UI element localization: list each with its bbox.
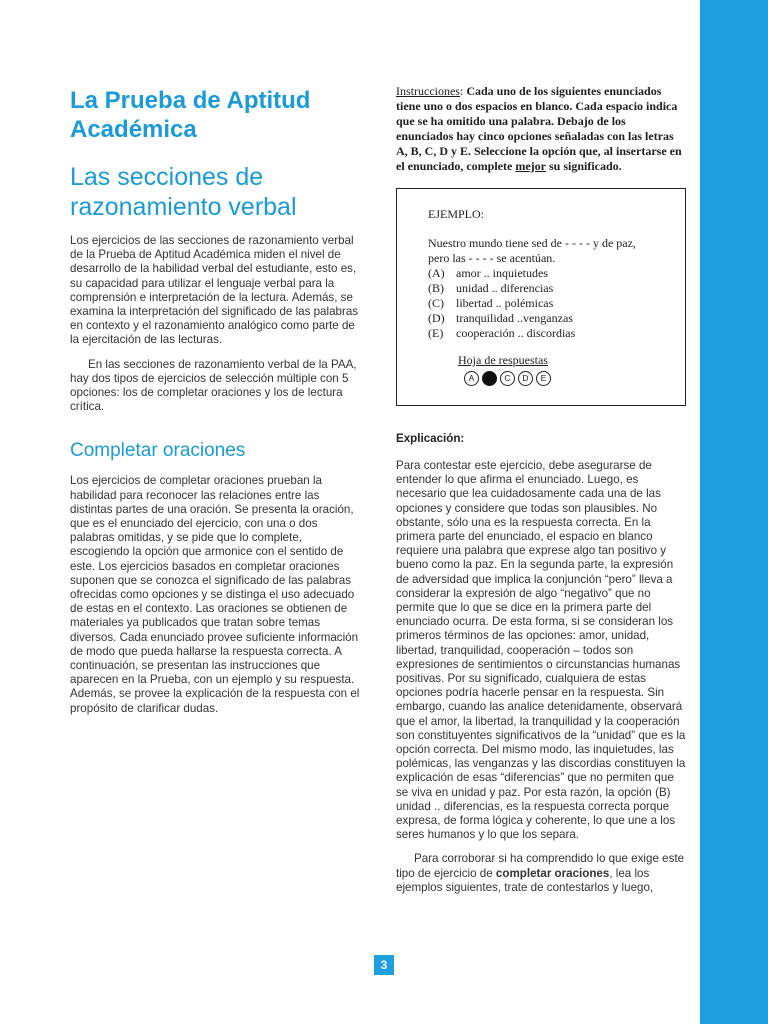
completar-heading: Completar oraciones — [70, 440, 246, 462]
answer-bubble-e: E — [536, 371, 551, 386]
option-text: amor .. inquietudes — [456, 266, 548, 280]
option-letter: (E) — [428, 326, 444, 340]
instructions-lead: Instrucciones — [396, 84, 460, 98]
instructions: Instrucciones: Cada uno de los siguientes enunciados tiene uno o dos espacios en blanco. Cada espacio indica que se ha omitido una palabra. Debajo de los enunciados hay cinco opciones señaladas con las letras A, B, C, D y E. Seleccione la opción que, al insertarse en el enunciado, complete mejor su significado. — [396, 84, 682, 173]
answer-bubble-c: C — [500, 371, 515, 386]
option-text: cooperación .. discordias — [456, 326, 576, 340]
example-option-d — [428, 311, 671, 326]
answer-bubble-b-filled: B — [482, 371, 497, 386]
page-title: La Prueba de Aptitud Académica — [70, 87, 311, 143]
example-option-b — [428, 281, 671, 296]
answer-bubbles — [464, 371, 671, 386]
explanation-title: Explicación: — [396, 432, 465, 445]
right-column — [396, 84, 686, 895]
option-letter: (D) — [428, 311, 445, 325]
example-label: EJEMPLO: — [428, 207, 485, 221]
closing-paragraph — [396, 852, 686, 895]
instructions-bold-1: Cada uno de los siguientes enunciados tiene uno o dos espacios en blanco. Cada espacio indica que se ha omitido una palabra. Debajo de los enunciados hay cinco opciones señaladas con las letras A, B, C, D y E. Seleccione la opción que, al insertarse en el enunciado, complete — [396, 84, 682, 173]
example-option-a — [428, 266, 671, 281]
instructions-underlined: mejor — [515, 159, 546, 173]
example-sentence-2: pero las - - - - se acentúan. — [428, 251, 556, 265]
example-sentence-1: Nuestro mundo tiene sed de - - - - y de paz, — [428, 236, 636, 250]
left-column — [70, 86, 360, 716]
instructions-bold-2: su significado. — [548, 159, 622, 173]
side-color-band — [700, 0, 768, 1024]
example-option-e — [428, 326, 671, 341]
intro-paragraph-2: En las secciones de razonamiento verbal de la PAA, hay dos tipos de ejercicios de selección múltiple con 5 opciones: los de completar oraciones y los de lectura crítica. — [70, 357, 357, 414]
intro-paragraph-1: Los ejercicios de las secciones de razonamiento verbal de la Prueba de Aptitud Académica miden el nivel de desarrollo de la habilidad verbal del estudiante, esto es, su capacidad para utilizar el lenguaje verbal para la comprensión e interpretación de la lectura. Además, se examina la interpretación del significado de las palabras en contexto y el razonamiento analógico como parte de la ejercitación de las lecturas. — [70, 234, 359, 347]
completar-paragraph: Los ejercicios de completar oraciones prueban la habilidad para reconocer las relaciones entre las distintas partes de una oración. Se presenta la oración, que es el enunciado del ejercicio, con una o dos palabras omitidas, y se pide que lo complete, escogiendo la opción que armonice con el sentido de este. Los ejercicios basados en completar oraciones suponen que se conozca el significado de las palabras ofrecidas como opciones y se distinga el uso adecuado de estas en el contexto. Las oraciones se obtienen de materiales ya publicados que tratan sobre temas diversos. Cada enunciado provee suficiente información de modo que pueda hallarse la respuesta correcta. A continuación, se presentan las instrucciones que aparecen en la Prueba, con un ejemplo y su respuesta. Además, se provee la explicación de la respuesta con el propósito de clarificar dudas. — [70, 474, 360, 715]
option-letter: (A) — [428, 266, 445, 280]
closing-bold: completar oraciones — [495, 866, 610, 880]
example-option-c — [428, 296, 671, 311]
closing-text-1: Para corroborar si ha comprendido lo que exige este tipo de ejercicio de — [396, 852, 685, 880]
option-text: libertad .. polémicas — [456, 296, 554, 310]
option-text: unidad .. diferencias — [456, 281, 554, 295]
page-number: 3 — [374, 955, 394, 975]
section-title: Las secciones de razonamiento verbal — [70, 163, 297, 221]
answer-bubble-a: A — [464, 371, 479, 386]
option-letter: (C) — [428, 296, 444, 310]
example-box — [396, 188, 686, 406]
explanation-paragraph: Para contestar este ejercicio, debe asegurarse de entender lo que afirma el enunciado. Luego, es necesario que lea cuidadosamente cada una de las opciones y considere que todas son plausibles. No obstante, sólo una es la respuesta correcta. En la primera parte del enunciado, el espacio en blanco requiere una palabra que exprese algo tan positivo y bueno como la paz. En la segunda parte, la expresión de adversidad que implica la conjunción “pero” lleva a considerar la expresión de algo “negativo” que no permite que lo que se dice en la primera parte del enunciado ocurra. De esta forma, si se consideran los primeros términos de las opciones: amor, unidad, libertad, tranquilidad, cooperación – todos son expresiones de sentimientos o circunstancias humanas positivas. Por su significado, cualquiera de estas opciones podría hacerle pensar en la respuesta. Sin embargo, cuando las analice detenidamente, observará que el amor, la libertad, la tranquilidad y la cooperación son constituyentes significativos de la “unidad” que es la opción correcta. Del mismo modo, las inquietudes, las polémicas, las venganzas y las discordias constituyen la explicación de esas “diferencias” que no permiten que se viva en unidad y paz. Por esta razón, la opción (B) unidad .. diferencias, es la respuesta correcta porque expresa, de forma lógica y coherente, lo que une a los seres humanos y lo que los separa. — [396, 459, 686, 842]
option-letter: (B) — [428, 281, 444, 295]
answer-bubble-d: D — [518, 371, 533, 386]
option-text: tranquilidad ..venganzas — [456, 311, 573, 325]
answer-sheet-label: Hoja de respuestas — [458, 353, 548, 367]
closing-text-2: , lea los ejemplos siguientes, trate de contestarlos y luego, — [396, 866, 654, 894]
